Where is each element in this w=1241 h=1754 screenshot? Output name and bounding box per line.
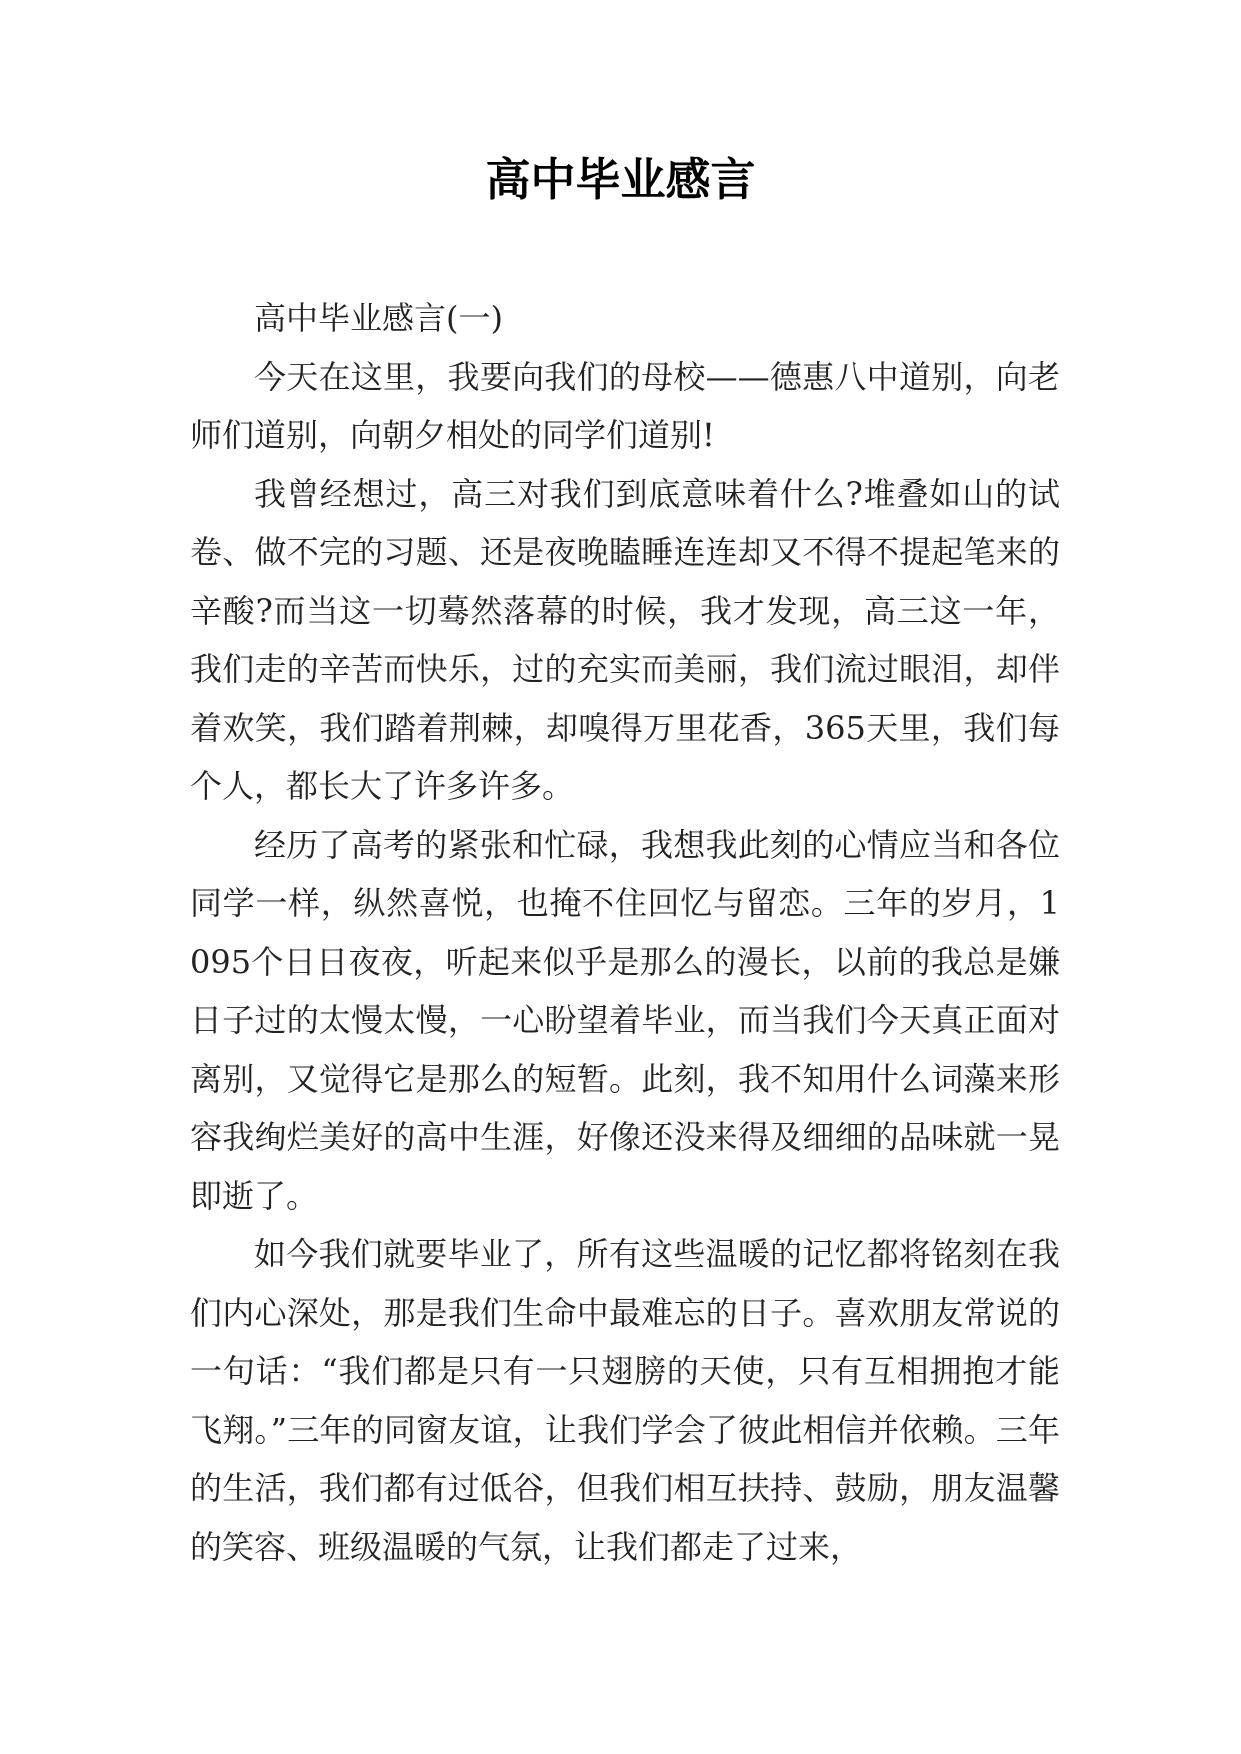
paragraph: 今天在这里，我要向我们的母校——德惠八中道别，向老师们道别，向朝夕相处的同学们道别! <box>190 357 1060 454</box>
document-title: 高中毕业感言 <box>485 153 756 206</box>
paragraph: 如今我们就要毕业了，所有这些温暖的记忆都将铭刻在我们内心深处，那是我们生命中最难忘的日子。喜欢朋友常说的一句话：“我们都是只有一只翅膀的天使，只有互相拥抱才能飞翔。”三年的同窗友谊，让我们学会了彼此相信并依赖。三年的生活，我们都有过低谷，但我们相互扶持、鼓励，朋友温馨的笑容、班级温暖的气氛，让我们都走了过来， <box>190 1235 1060 1566</box>
paragraph: 经历了高考的紧张和忙碌，我想我此刻的心情应当和各位同学一样，纵然喜悦，也掩不住回忆与留恋。三年的岁月，1095个日日夜夜，听起来似乎是那么的漫长，以前的我总是嫌日子过的太慢太慢，一心盼望着毕业，而当我们今天真正面对离别，又觉得它是那么的短暂。此刻，我不知用什么词藻来形容我绚烂美好的高中生涯，好像还没来得及细细的品味就一晃即逝了。 <box>190 825 1060 1215</box>
paragraph-heading: 高中毕业感言(一) <box>254 299 503 337</box>
paragraph: 我曾经想过，高三对我们到底意味着什么?堆叠如山的试卷、做不完的习题、还是夜晚瞌睡连连却又不得不提起笔来的辛酸?而当这一切蓦然落幕的时候，我才发现，高三这一年，我们走的辛苦而快乐，过的充实而美丽，我们流过眼泪，却伴着欢笑，我们踏着荆棘，却嗅得万里花香，365天里，我们每个人，都长大了许多许多。 <box>190 474 1060 805</box>
document-body <box>190 289 1060 1576</box>
